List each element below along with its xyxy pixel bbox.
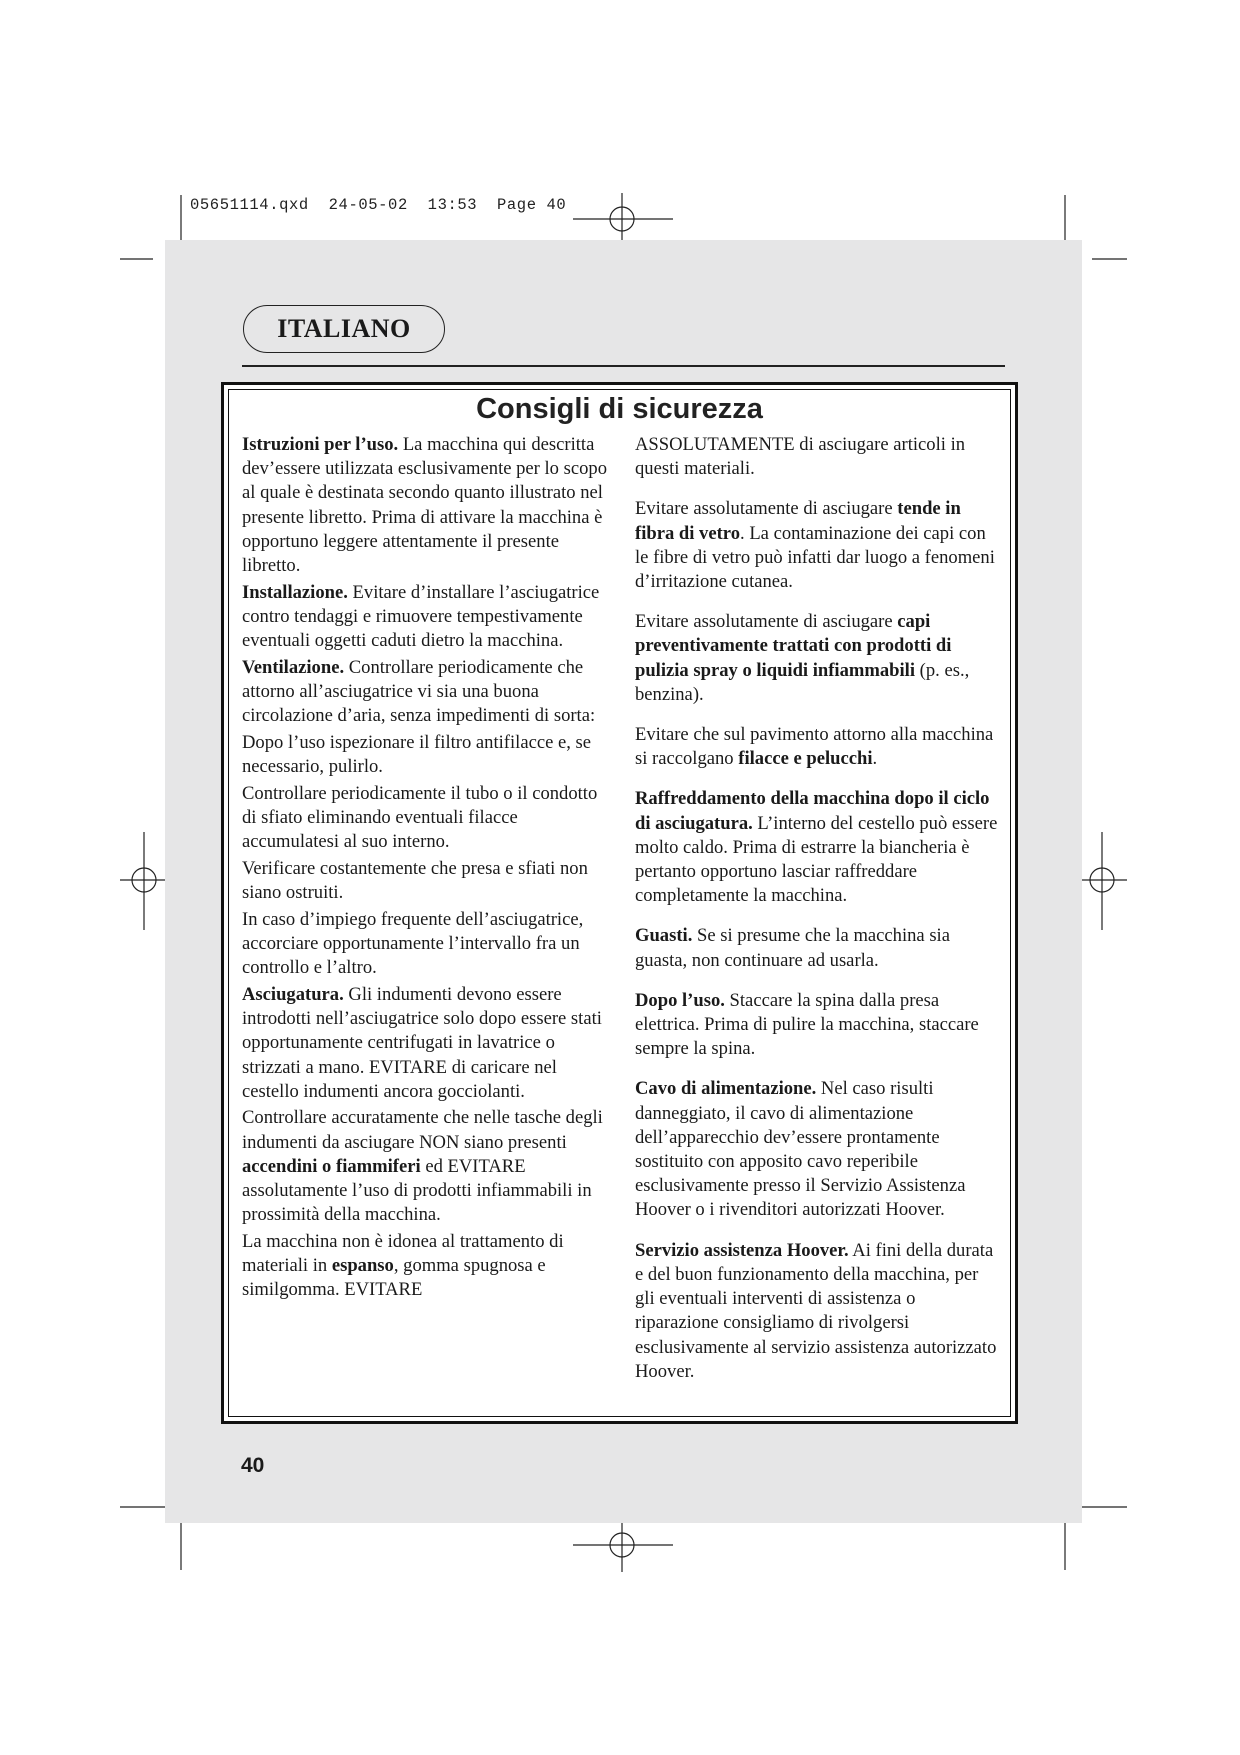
- bold-text: Raffreddamento della macchina dopo il ciclo di asciugatura.: [635, 788, 990, 834]
- paragraph: [242, 983, 614, 1104]
- bold-text: Dopo l’uso.: [635, 989, 725, 1011]
- bold-text: Cavo di alimentazione.: [635, 1078, 817, 1100]
- paragraph: [635, 723, 1000, 771]
- paragraph-heading: Installazione.: [242, 581, 348, 603]
- left-column: [242, 433, 614, 1305]
- body-text: . La contaminazione dei capi con le fibre di vetro può infatti dar luogo a fenomeni d’irritazione cutanea.: [635, 522, 995, 593]
- body-text: Ai fini della durata e del buon funzionamento della macchina, per gli eventuali interventi di assistenza o riparazione consigliamo di rivolgersi esclusivamente al servizio assistenza autorizzato Hoover.: [635, 1239, 997, 1382]
- paragraph: [635, 1077, 1000, 1222]
- paragraph: [635, 497, 1000, 594]
- bold-text: accendini o fiammiferi: [242, 1155, 421, 1177]
- body-text: Controllare periodicamente che attorno all’asciugatrice vi sia una buona circolazione d’aria, senza impedimenti di sorta:: [242, 656, 596, 727]
- paragraph: [635, 989, 1000, 1062]
- slug-time: 13:53: [427, 196, 478, 214]
- paragraph-heading: Asciugatura.: [242, 983, 344, 1005]
- bold-text: filacce e pelucchi: [738, 748, 873, 770]
- body-text: Nel caso risulti danneggiato, il cavo di alimentazione dell’apparecchio dev’essere prontamente sostituito con apposito cavo reperibile esclusivamente presso il Servizio Assistenza Hoover o i rivenditori autorizzati Hoover.: [635, 1078, 966, 1221]
- body-text: Se si presume che la macchina sia guasta, non continuare ad usarla.: [635, 925, 950, 971]
- bold-text: capi preventivamente trattati con prodotti di pulizia spray o liquidi infiammabili: [635, 611, 952, 681]
- body-text: Staccare la spina dalla presa elettrica. Prima di pulire la macchina, staccare sempre la spina.: [635, 989, 979, 1060]
- body-text: Evitare assolutamente di asciugare: [635, 498, 898, 520]
- paragraph: [242, 908, 614, 981]
- paragraph: [635, 610, 1000, 707]
- paragraph-heading: Istruzioni per l’uso.: [242, 434, 399, 455]
- paragraph: [242, 782, 614, 855]
- language-tab: ITALIANO: [243, 305, 445, 353]
- print-slug: [190, 196, 566, 214]
- body-text: La macchina non è idonea al trattamento di materiali in: [242, 1231, 564, 1277]
- body-text: Gli indumenti devono essere introdotti nell’asciugatrice solo dopo essere stati opportunamente centrifugati in lavatrice o strizzati a mano. EVITARE di caricare nel cestello indumenti ancora gocciolanti.: [242, 983, 602, 1102]
- slug-date: 24-05-02: [328, 196, 408, 214]
- paragraph: [242, 1230, 614, 1303]
- paragraph: [242, 581, 614, 654]
- header-rule: [242, 365, 1005, 367]
- body-text: (p. es., benzina).: [635, 659, 970, 705]
- slug-page: Page 40: [497, 196, 567, 214]
- section-title: Consigli di sicurezza: [476, 393, 763, 425]
- right-column: [635, 433, 1000, 1400]
- body-text: Controllare periodicamente il tubo o il condotto di sfiato eliminando eventuali filacce accumulatesi al suo interno.: [242, 782, 598, 853]
- body-text: Evitare assolutamente di asciugare: [635, 611, 898, 633]
- paragraph: [242, 1106, 614, 1227]
- page-number: 40: [241, 1454, 265, 1477]
- paragraph: [242, 433, 614, 578]
- slug-file: 05651114.qxd: [190, 196, 309, 214]
- paragraph: [635, 787, 1000, 908]
- body-text: ASSOLUTAMENTE di asciugare articoli in questi materiali.: [635, 434, 966, 480]
- body-text: Evitare d’installare l’asciugatrice contro tendaggi e rimuovere tempestivamente eventuali oggetti caduti dietro la macchina.: [242, 581, 600, 652]
- paragraph: [242, 857, 614, 905]
- bold-text: Guasti.: [635, 925, 693, 947]
- paragraph: [242, 731, 614, 779]
- body-text: ed EVITARE assolutamente l’uso di prodotti infiammabili in prossimità della macchina.: [242, 1155, 592, 1226]
- bold-text: espanso: [331, 1255, 394, 1277]
- paragraph: [635, 433, 1000, 481]
- safety-box: [221, 382, 1018, 1424]
- paragraph: [635, 924, 1000, 972]
- paragraph: [635, 1239, 1000, 1384]
- bold-text: tende in fibra di vetro: [635, 498, 961, 544]
- body-text: Dopo l’uso ispezionare il filtro antifilacce e, se necessario, pulirlo.: [242, 731, 592, 778]
- bold-text: Servizio assistenza Hoover.: [635, 1239, 849, 1261]
- body-text: Controllare accuratamente che nelle tasche degli indumenti da asciugare NON siano presenti: [242, 1107, 603, 1153]
- body-text: In caso d’impiego frequente dell’asciugatrice, accorciare opportunamente l’intervallo fra un controllo e l’altro.: [242, 908, 584, 979]
- body-text: La macchina qui descritta dev’essere utilizzata esclusivamente per lo scopo al quale è destinata secondo quanto illustrato nel presente libretto. Prima di attivare la macchina è opportuno leggere attentamente il presente libretto.: [242, 434, 608, 577]
- body-text: L’interno del cestello può essere molto caldo. Prima di estrarre la biancheria è pertanto opportuno lasciar raffreddare completamente la macchina.: [635, 812, 998, 907]
- body-text: , gomma spugnosa e similgomma. EVITARE: [242, 1255, 546, 1301]
- paragraph: [242, 656, 614, 729]
- body-text: Evitare che sul pavimento attorno alla macchina si raccolgano: [635, 724, 994, 770]
- body-text: Verificare costantemente che presa e sfiati non siano ostruiti.: [242, 857, 588, 904]
- paragraph-heading: Ventilazione.: [242, 656, 345, 678]
- body-text: .: [872, 748, 878, 770]
